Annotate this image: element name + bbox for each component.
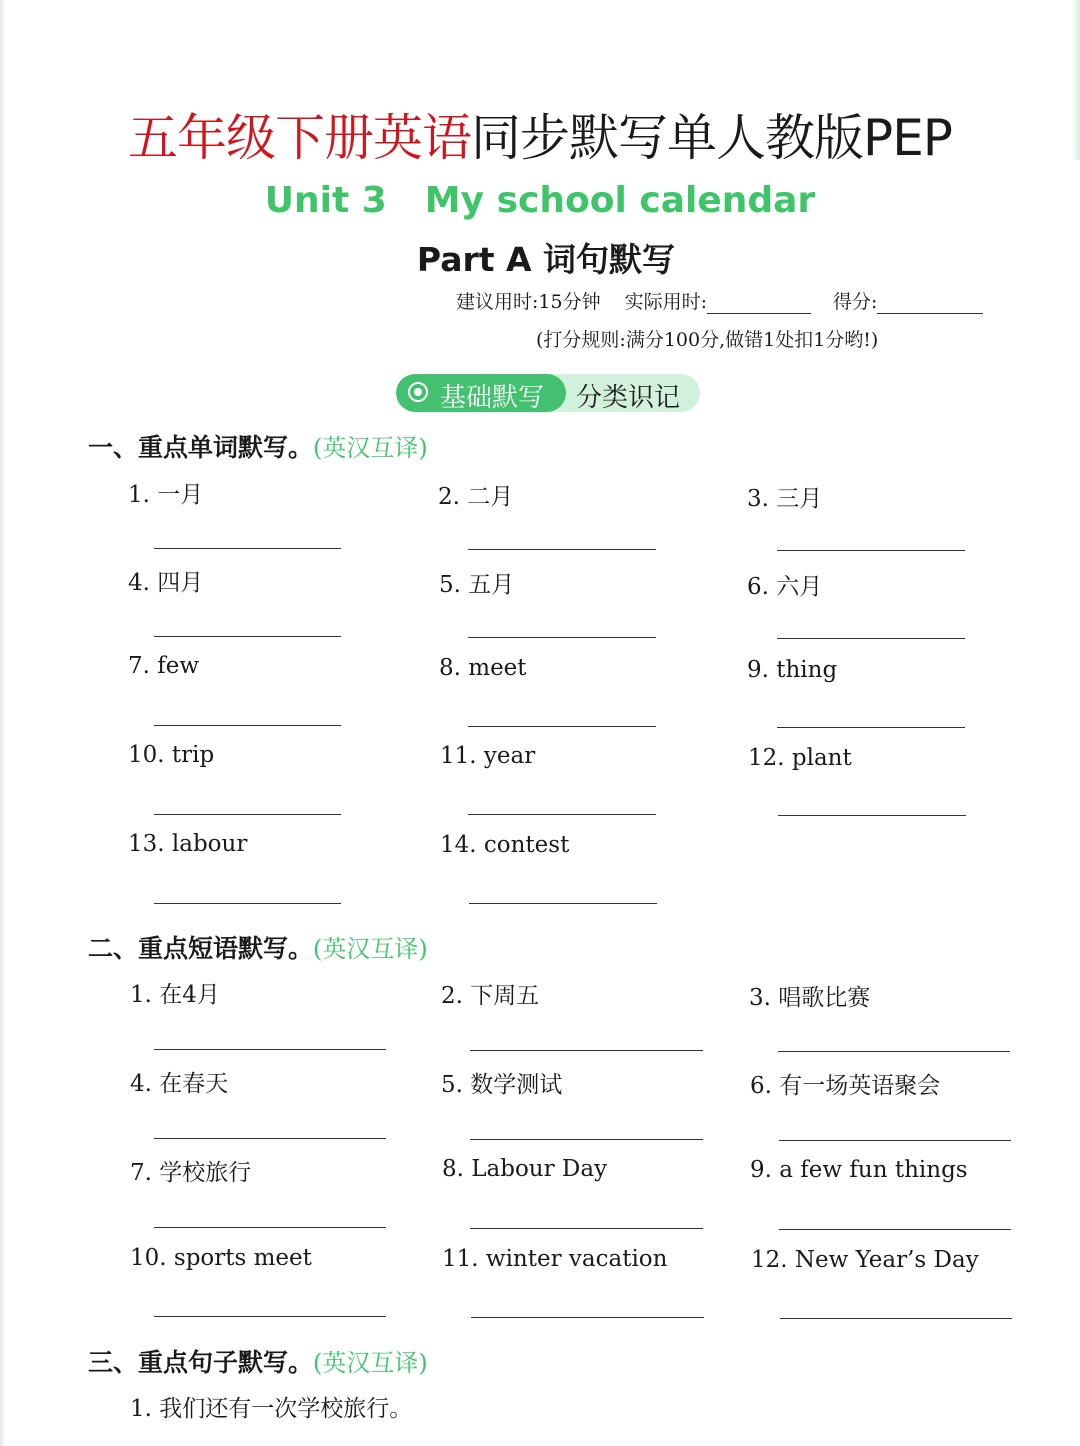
word-item: 7. few: [128, 653, 200, 679]
phrase-item: 6. 有一场英语聚会: [750, 1073, 941, 1099]
answer-blank[interactable]: [468, 814, 656, 815]
answer-blank[interactable]: [470, 1139, 703, 1140]
worksheet-title: [0, 98, 1080, 170]
answer-blank[interactable]: [154, 903, 341, 904]
title-dark-part: 同步默写单人教版PEP: [471, 109, 952, 167]
answer-blank[interactable]: [471, 1317, 704, 1318]
phrase-item: 1. 在4月: [130, 982, 220, 1008]
answer-blank[interactable]: [470, 1228, 703, 1229]
word-item: 9. thing: [747, 657, 838, 683]
word-item: 13. labour: [128, 831, 248, 857]
section-banner: [396, 374, 700, 412]
answer-blank[interactable]: [779, 1140, 1011, 1141]
sentence-item: 1. 我们还有一次学校旅行。: [130, 1396, 413, 1422]
word-item: 8. meet: [439, 655, 527, 681]
phrase-item: 3. 唱歌比赛: [749, 985, 871, 1011]
answer-blank[interactable]: [154, 548, 341, 549]
word-item: 14. contest: [440, 832, 570, 858]
phrase-item: 2. 下周五: [441, 983, 540, 1009]
actual-time-blank[interactable]: [707, 293, 811, 314]
word-item: 10. trip: [128, 742, 215, 768]
answer-blank[interactable]: [154, 725, 341, 726]
section-heading-words: [88, 428, 428, 464]
word-item: 4. 四月: [128, 570, 204, 596]
answer-blank[interactable]: [154, 1227, 386, 1228]
word-item: 11. year: [440, 743, 536, 769]
answer-blank[interactable]: [778, 815, 966, 816]
title-red-part: 五年级下册英语: [128, 109, 472, 167]
actual-time-label: 实际用时:: [624, 291, 707, 313]
word-item: 2. 二月: [438, 484, 514, 510]
unit-heading: [0, 180, 1080, 221]
section-note: (英汉互译): [313, 1349, 428, 1377]
phrase-item: 10. sports meet: [130, 1245, 312, 1271]
word-item: 1. 一月: [128, 482, 204, 508]
answer-blank[interactable]: [778, 1051, 1010, 1052]
word-item: 3. 三月: [747, 486, 823, 512]
phrase-item: 9. a few fun things: [750, 1157, 968, 1183]
answer-blank[interactable]: [780, 1318, 1012, 1319]
word-item: 6. 六月: [747, 574, 823, 600]
answer-blank[interactable]: [154, 814, 341, 815]
medal-icon: [408, 382, 428, 402]
phrase-item: 11. winter vacation: [442, 1246, 668, 1272]
answer-blank[interactable]: [469, 903, 657, 904]
unit-label: Unit 3: [264, 180, 387, 221]
section-note: (英汉互译): [313, 935, 428, 963]
part-title: Part A 词句默写: [416, 240, 676, 279]
phrase-item: 8. Labour Day: [442, 1156, 608, 1182]
section-title: 二、重点短语默写。: [88, 934, 314, 963]
answer-blank[interactable]: [777, 727, 965, 728]
answer-blank[interactable]: [779, 1229, 1011, 1230]
word-item: 12. plant: [748, 745, 852, 771]
section-heading-sentences: [88, 1343, 428, 1379]
score-label: 得分:: [833, 291, 878, 313]
word-item: 5. 五月: [439, 572, 515, 598]
answer-blank[interactable]: [154, 1316, 386, 1317]
banner-left-label: 基础默写: [440, 383, 545, 412]
timing-row: [456, 287, 983, 314]
banner-right-label: 分类识记: [576, 383, 681, 412]
section-heading-phrases: [88, 929, 428, 965]
score-blank[interactable]: [877, 293, 983, 314]
answer-blank[interactable]: [154, 1138, 386, 1139]
answer-blank[interactable]: [468, 726, 656, 727]
answer-blank[interactable]: [154, 1049, 386, 1050]
answer-blank[interactable]: [468, 637, 656, 638]
section-title: 一、重点单词默写。: [88, 433, 314, 462]
phrase-item: 12. New Year’s Day: [751, 1247, 979, 1273]
answer-blank[interactable]: [777, 638, 965, 639]
answer-blank[interactable]: [154, 636, 341, 637]
section-note: (英汉互译): [313, 434, 428, 462]
phrase-item: 5. 数学测试: [441, 1072, 563, 1098]
answer-blank[interactable]: [777, 550, 965, 551]
answer-blank[interactable]: [468, 549, 656, 550]
answer-blank[interactable]: [470, 1050, 703, 1051]
phrase-item: 7. 学校旅行: [130, 1160, 252, 1186]
unit-title: My school calendar: [424, 180, 816, 221]
phrase-item: 4. 在春天: [130, 1071, 229, 1097]
section-title: 三、重点句子默写。: [88, 1348, 314, 1377]
suggested-time: 建议用时:15分钟: [456, 291, 601, 313]
scoring-rules: (打分规则:满分100分,做错1处扣1分哟!): [536, 329, 879, 351]
